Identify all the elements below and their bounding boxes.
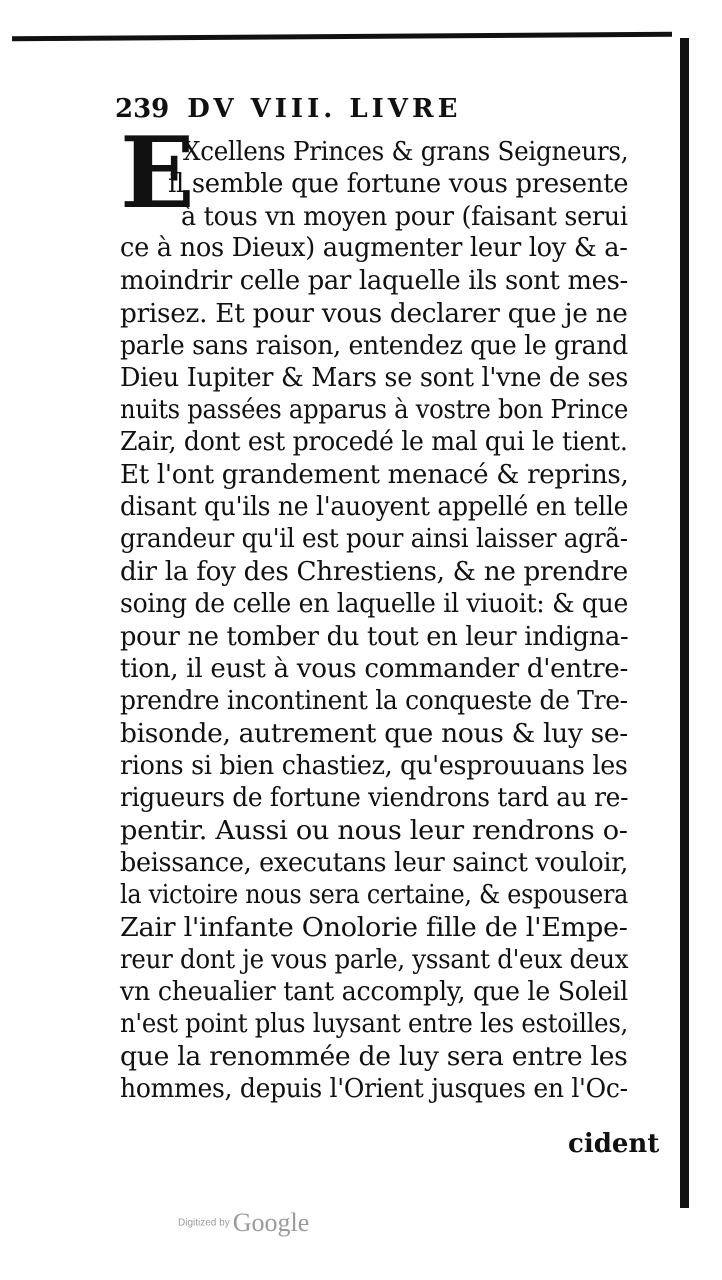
text-line: bisonde, autrement que nous & luy se-: [120, 719, 628, 749]
text-line: tion, il eust à vous commander d'entre-: [120, 654, 628, 684]
text-line: hommes, depuis l'Orient jusques en l'Oc-: [120, 1074, 628, 1104]
text-line: vn cheualier tant accomply, que le Soleil: [120, 977, 628, 1007]
text-line: la victoire nous sera certaine, & espousera: [120, 880, 629, 910]
text-line: pentir. Aussi ou nous leur rendrons o-: [120, 816, 628, 846]
text-line: Et l'ont grandement menacé & reprins,: [120, 460, 629, 490]
running-title: DV VIII. LIVRE: [187, 94, 462, 124]
page-number: 239: [115, 94, 170, 124]
text-line: prendre incontinent la conqueste de Tre-: [120, 686, 628, 716]
text-line: grandeur qu'il est pour ainsi laisser agrã-: [120, 524, 628, 554]
top-rule: [12, 32, 672, 42]
text-line: il semble que fortune vous presente: [168, 169, 629, 199]
text-line: que la renommée de luy sera entre les: [120, 1042, 628, 1072]
text-line: prisez. Et pour vous declarer que je ne: [120, 299, 628, 329]
text-line: Zair l'infante Onolorie fille de l'Empe-: [120, 913, 628, 943]
drop-cap: E: [120, 116, 195, 231]
text-line: disant qu'ils ne l'auoyent appellé en telle: [120, 492, 629, 522]
page-edge-shadow: [680, 38, 689, 1208]
text-line: dir la foy des Chrestiens, & ne prendre: [120, 557, 628, 587]
text-line: nuits passées apparus à vostre bon Prince: [120, 395, 629, 425]
text-line: reur dont je vous parle, yssant d'eux deux: [120, 945, 629, 975]
text-line: parle sans raison, entendez que le grand: [120, 331, 628, 361]
catchword: cident: [568, 1129, 660, 1159]
google-wordmark: Google: [232, 1208, 310, 1237]
text-line: Xcellens Princes & grans Seigneurs,: [183, 137, 629, 167]
text-line: moindrir celle par laquelle ils sont mes-: [120, 266, 628, 296]
text-line: rigueurs de fortune viendrons tard au re-: [120, 783, 629, 813]
digitized-label: Digitized by: [178, 1217, 230, 1229]
text-line: soing de celle en laquelle il viuoit: & que: [120, 589, 629, 619]
digitized-by-stamp: [178, 1208, 309, 1238]
text-line: à tous vn moyen pour (faisant serui: [181, 202, 628, 232]
text-line: n'est point plus luysant entre les estoilles,: [120, 1009, 629, 1039]
text-line: Dieu Iupiter & Mars se sont l'vne de ses: [120, 363, 628, 393]
text-line: beissance, executans leur sainct vouloir,: [120, 848, 629, 878]
text-line: ce à nos Dieux) augmenter leur loy & a-: [120, 233, 628, 263]
text-line: rions si bien chastiez, qu'esprouuans les: [120, 751, 628, 781]
text-line: pour ne tomber du tout en leur indigna-: [120, 622, 629, 652]
text-line: Zair, dont est procedé le mal qui le tient.: [120, 427, 628, 457]
